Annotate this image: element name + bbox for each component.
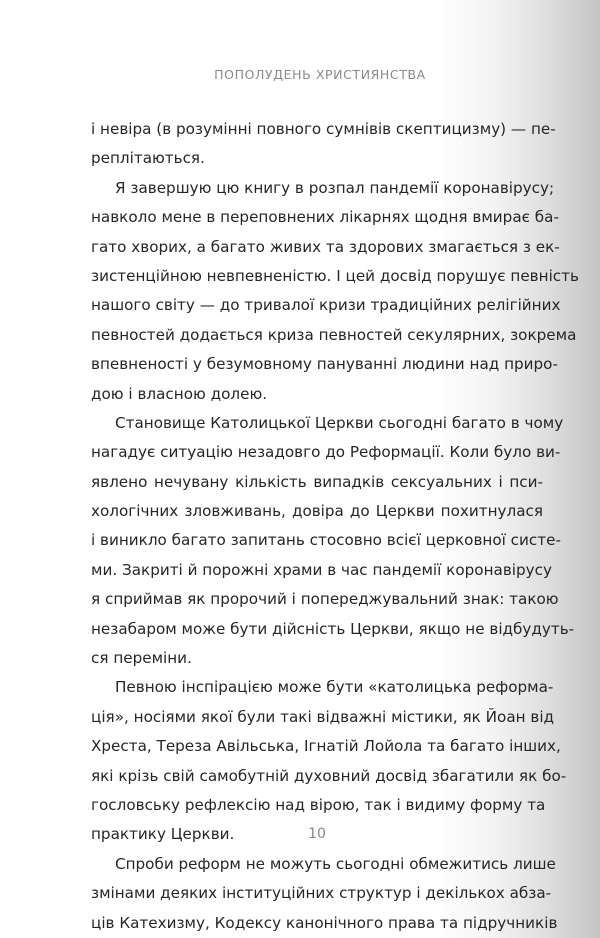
- text-line: Певною інспірацією може бути «католицька реформа-: [115, 678, 554, 697]
- body-text: [91, 115, 579, 938]
- text-line: практику Церкви.: [91, 825, 235, 844]
- text-line: я сприймав як пророчий і попереджувальний знак: такою: [91, 590, 559, 609]
- text-line: Становище Католицької Церкви сьогодні багато в чому: [115, 413, 564, 432]
- text-line: хологічних зловживань, довіра до Церкви похитнулася: [91, 502, 543, 521]
- text-line: гато хворих, а багато живих та здорових змагається з ек-: [91, 237, 560, 256]
- text-line: впевненості у безумовному пануванні людини над приро-: [91, 355, 558, 374]
- text-line: ся переміни.: [91, 649, 192, 668]
- text-line: Спроби реформ не можуть сьогодні обмежитись лише: [115, 854, 556, 873]
- text-line: реплітаються.: [91, 149, 205, 168]
- text-line: Я завершую цю книгу в розпал пандемії коронавірусу;: [115, 178, 555, 197]
- text-line: і виникло багато запитань стосовно всієї церковної систе-: [91, 531, 561, 550]
- text-line: ція», носіями якої були такі відважні містики, як Йоан від: [91, 707, 555, 726]
- text-line: зистенційною невпевненістю. І цей досвід порушує певність: [91, 266, 579, 285]
- running-head: ПОПОЛУДЕНЬ ХРИСТИЯНСТВА: [214, 67, 426, 82]
- text-line: нагадує ситуацію незадовго до Реформації. Коли було ви-: [91, 443, 561, 462]
- text-line: явлено нечувану кількість випадків сексуальних і пси-: [91, 472, 543, 491]
- text-line: гословську рефлексію над вірою, так і видиму форму та: [91, 795, 546, 814]
- text-line: незабаром може бути дійсність Церкви, якщо не відбудуть-: [91, 619, 575, 638]
- page-number: 10: [308, 826, 326, 842]
- text-line: певностей додається криза певностей секулярних, зокрема: [91, 325, 577, 344]
- text-line: Хреста, Тереза Авільська, Ігнатій Лойола та багато інших,: [91, 737, 561, 756]
- text-line: навколо мене в переповнених лікарнях щодня вмирає ба-: [91, 208, 559, 227]
- text-line: змінами деяких інституційних структур і декількох абза-: [91, 884, 552, 903]
- text-line: дою і власною долею.: [91, 384, 268, 403]
- text-line: які крізь свій самобутній духовний досвід збагатили як бо-: [91, 766, 567, 785]
- text-line: нашого світу — до тривалої кризи традиційних релігійних: [91, 296, 561, 315]
- text-line: і невіра (в розумінні повного сумнівів скептицизму) — пе-: [91, 120, 556, 138]
- text-line: ців Катехизму, Кодексу канонічного права та підручників: [91, 913, 558, 932]
- text-line: ми. Закриті й порожні храми в час пандемії коронавірусу: [91, 560, 552, 579]
